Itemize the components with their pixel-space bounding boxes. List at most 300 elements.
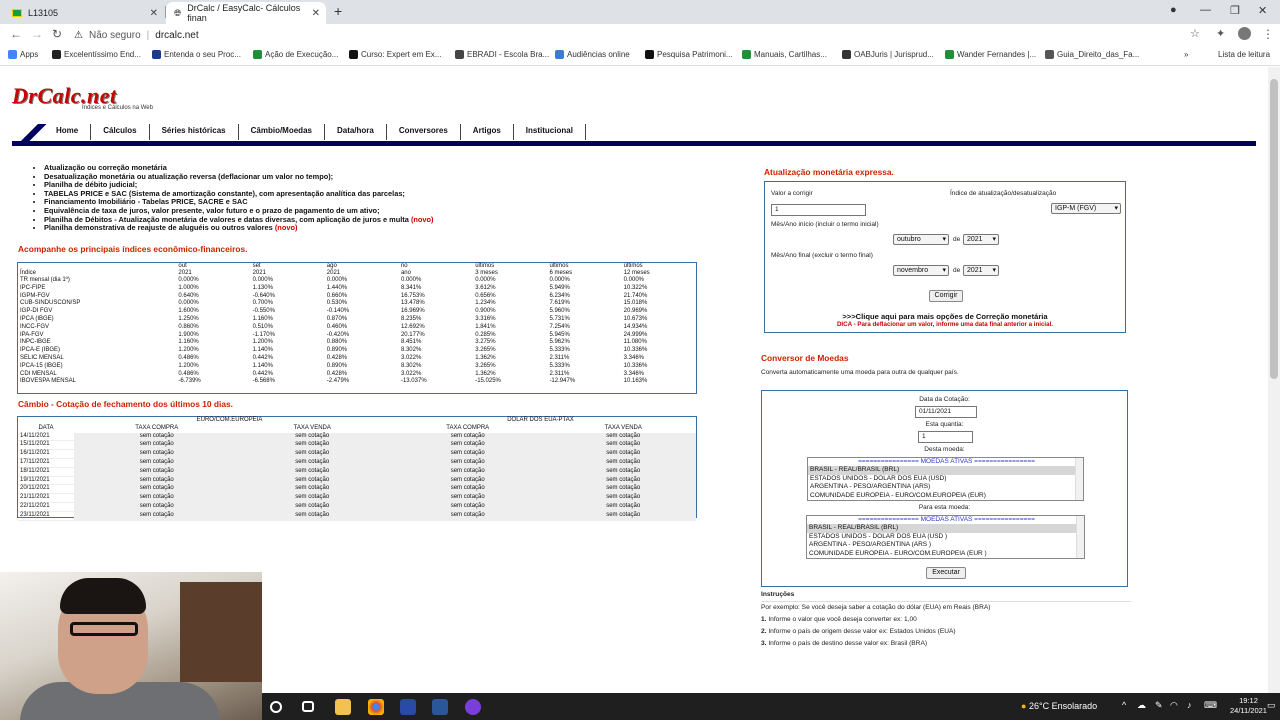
step-number: 3. — [761, 640, 767, 647]
list-option[interactable]: ARGENTINA - PESO/ARGENTINA (ARS ) — [809, 541, 932, 549]
table-cell: 8.451% — [399, 339, 473, 347]
sun-icon: ● — [1021, 701, 1027, 711]
list-scrollbar[interactable] — [1076, 516, 1084, 558]
indices-table — [18, 263, 696, 386]
atualizacao-box — [764, 181, 1126, 333]
logo-text: DrCalc.net — [12, 83, 117, 108]
rate-cell: sem cotação — [240, 494, 385, 503]
site-logo[interactable] — [12, 83, 162, 113]
bookmark-label: Apps — [20, 50, 39, 59]
table-row — [18, 450, 696, 459]
bookmark-item[interactable] — [253, 50, 338, 59]
rate-cell: sem cotação — [74, 485, 240, 494]
feature-text: Desatualização monetária ou atualização reversa (deflacionar um valor no tempo); — [44, 171, 334, 181]
quantia-input[interactable]: 1 — [918, 431, 973, 443]
table-cell: 1.200% — [251, 339, 325, 347]
rate-cell: sem cotação — [550, 511, 696, 520]
rate-cell: sem cotação — [240, 476, 385, 485]
cambio-header-row — [18, 417, 696, 425]
table-cell[interactable]: SELIC MENSAL — [18, 355, 176, 363]
word-icon[interactable] — [432, 699, 448, 715]
table-cell: -13.037% — [400, 378, 427, 385]
table-cell: 0.000% — [251, 277, 325, 285]
header-cell — [18, 263, 176, 270]
clock-date: 24/11/2021 — [1230, 706, 1267, 715]
table-cell: 5.333% — [549, 362, 570, 369]
table-cell[interactable]: CDI MENSAL — [18, 371, 176, 379]
bookmark-label: Pesquisa Patrimoni... — [657, 50, 733, 59]
table-row — [18, 347, 696, 355]
table-cell[interactable]: IPA-FGV — [20, 331, 44, 338]
rate-cell: sem cotação — [550, 485, 696, 494]
feature-text: Equivalência de taxa de juros, valor presente, valor futuro e o prazo de pagamento de um ativo; — [44, 205, 380, 215]
header-cell: últimos — [473, 263, 547, 270]
bookmark-item[interactable] — [555, 50, 630, 59]
feature-text: Planilha de débito judicial; — [44, 180, 138, 190]
table-cell[interactable]: IPCA-E (IBGE) — [20, 347, 61, 354]
bookmark-item[interactable] — [8, 50, 38, 59]
table-cell[interactable]: INCC-FGV — [18, 324, 176, 332]
inicio-ano-select[interactable]: 2021 ▾ — [963, 234, 999, 245]
list-option[interactable]: BRASIL - REAL/BRASIL (BRL) — [808, 466, 1083, 474]
table-row — [18, 339, 696, 347]
table-cell: 10.336% — [623, 347, 648, 354]
list-option[interactable]: ESTADOS UNIDOS - DOLAR DOS EUA (USD ) — [809, 532, 948, 540]
executar-button[interactable]: Executar — [926, 567, 966, 579]
profile-menu-icon[interactable]: ● — [1170, 4, 1177, 16]
header-cell: ano — [400, 270, 411, 276]
date-cell: 17/11/2021 — [18, 458, 74, 467]
close-icon[interactable]: ✕ — [149, 7, 158, 19]
table-cell: 14.934% — [622, 324, 696, 332]
de-label: de — [953, 267, 961, 274]
conversor-title: Conversor de Moedas — [761, 353, 849, 363]
bookmark-label: Audiências online — [567, 50, 630, 59]
novo-badge: (novo) — [274, 223, 298, 233]
extensions-icon[interactable]: ✦ — [1216, 28, 1226, 40]
instruction-step — [761, 614, 1131, 626]
instruction-step — [761, 626, 1131, 638]
flag-icon — [12, 9, 22, 17]
quantia-label: Esta quantia: — [925, 421, 964, 428]
table-row — [18, 355, 696, 363]
menu-item[interactable]: Institucional — [514, 124, 586, 140]
rate-cell: sem cotação — [550, 441, 696, 450]
bookmark-label: Manuais, Cartilhas... — [754, 50, 827, 59]
list-header: ================ MOEDAS ATIVAS ================ — [858, 516, 1035, 523]
table-cell: 3.022% — [399, 355, 473, 363]
table-cell: 0.900% — [473, 308, 547, 316]
address-bar[interactable] — [74, 26, 1204, 44]
table-cell: 3.346% — [622, 371, 696, 379]
menu-item[interactable]: Artigos — [461, 124, 514, 140]
menu-dots-icon[interactable]: ⋮ — [1262, 27, 1274, 41]
scrollbar-thumb[interactable] — [1270, 79, 1278, 379]
table-row — [18, 332, 696, 340]
de-label: de — [953, 236, 961, 243]
table-cell: 1.600% — [176, 308, 250, 316]
pen-icon[interactable]: ✎ — [1155, 700, 1163, 710]
date-cell: 23/11/2021 — [18, 511, 74, 520]
header-cell: set — [251, 263, 325, 270]
table-cell: 0.870% — [326, 315, 348, 322]
tab-drcalc[interactable] — [166, 2, 326, 24]
table-cell: 0.442% — [251, 355, 325, 363]
person-hair — [60, 578, 146, 614]
bookmark-icon — [842, 50, 851, 59]
table-cell: 0.510% — [251, 324, 325, 332]
menu-item[interactable]: Data/hora — [325, 124, 387, 140]
rate-cell: sem cotação — [550, 476, 696, 485]
rate-cell: sem cotação — [550, 458, 696, 467]
table-cell: 3.022% — [399, 371, 473, 379]
weather-widget[interactable] — [1021, 701, 1097, 711]
bookmark-label: Ação de Execução... — [265, 50, 339, 59]
table-cell: 5.333% — [549, 347, 570, 354]
search-icon[interactable] — [270, 701, 282, 713]
tab-title: L13105 — [28, 8, 59, 18]
table-cell: 1.160% — [176, 339, 250, 347]
feature-item[interactable] — [44, 224, 434, 233]
keyboard-icon[interactable]: ⌨ — [1204, 700, 1217, 710]
indice-select[interactable]: IGP-M (FGV) ▾ — [1051, 203, 1121, 214]
rate-cell: sem cotação — [550, 502, 696, 511]
bookmark-item[interactable] — [945, 50, 1036, 59]
table-cell: 0.428% — [325, 371, 399, 379]
wifi-icon[interactable]: ◠ — [1170, 700, 1178, 710]
chevron-right-icon[interactable]: » — [1184, 50, 1189, 59]
indices-header-row — [18, 263, 696, 270]
table-cell: 24.999% — [623, 331, 648, 338]
table-cell: 0.890% — [326, 362, 348, 369]
table-cell: 5.960% — [547, 308, 621, 316]
menu-item[interactable]: Cálculos — [91, 124, 149, 140]
bookshelf — [180, 582, 262, 682]
list-option[interactable]: ARGENTINA - PESO/ARGENTINA (ARS) — [810, 483, 931, 491]
chrome-icon[interactable] — [368, 699, 384, 715]
table-cell: 1.140% — [252, 362, 273, 369]
table-cell: 0.640% — [176, 293, 250, 301]
dica-text: DICA - Para deflacionar um valor, informe uma data final anterior a inicial. — [836, 321, 1054, 328]
table-row — [18, 502, 696, 511]
table-row — [18, 300, 696, 308]
table-row — [18, 441, 696, 450]
table-cell[interactable]: IPCA-15 (IBGE) — [20, 362, 63, 369]
bookmark-icon — [455, 50, 464, 59]
table-cell: 10.673% — [623, 315, 648, 322]
table-cell: 0.530% — [326, 300, 348, 307]
restore-icon[interactable]: ❐ — [1230, 5, 1240, 17]
bookmark-icon — [645, 50, 654, 59]
taskbar — [262, 693, 1280, 720]
table-cell[interactable]: IBOVESPA MENSAL — [20, 378, 76, 385]
table-cell[interactable]: CUB-SINDUSCON/SP — [20, 300, 81, 307]
bookmark-icon — [1045, 50, 1054, 59]
menu-item[interactable]: Home — [44, 124, 91, 140]
volume-icon[interactable]: ♪ — [1187, 700, 1192, 710]
table-cell: 16.969% — [399, 308, 473, 316]
table-cell: 1.130% — [252, 284, 273, 291]
bookmarks-bar — [0, 46, 1280, 66]
bookmark-item[interactable] — [455, 50, 549, 59]
header-cell: 6 meses — [549, 270, 573, 276]
bookmark-item[interactable] — [152, 50, 241, 59]
novo-badge: (novo) — [410, 214, 434, 224]
rate-cell: sem cotação — [240, 485, 385, 494]
header-cell — [18, 417, 74, 425]
rate-cell: sem cotação — [240, 458, 385, 467]
table-cell: 10.163% — [623, 378, 648, 385]
header-cell: 2021 — [326, 270, 341, 276]
rate-cell: sem cotação — [550, 433, 696, 441]
rate-cell: sem cotação — [240, 450, 385, 459]
table-row — [18, 324, 696, 332]
table-cell: 0.700% — [252, 300, 273, 307]
list-option[interactable]: ESTADOS UNIDOS - DOLAR DOS EUA (USD) — [810, 474, 947, 482]
table-cell: 1.440% — [326, 284, 348, 291]
conversor-description: Converta automaticamente uma moeda para outra de qualquer país. — [761, 369, 959, 376]
list-option[interactable]: BRASIL - REAL/BRASIL (BRL) — [807, 524, 1084, 532]
feature-text: Planilha de Débitos - Atualização monetária de valores e datas diversas, com aplicação de juros e multa — [44, 214, 409, 224]
final-label: Mês/Ano final (excluir o termo final) — [771, 252, 873, 259]
close-window-icon[interactable]: ✕ — [1258, 5, 1268, 17]
close-icon[interactable]: ✕ — [311, 7, 320, 19]
menu-item[interactable]: Séries históricas — [150, 124, 239, 140]
table-cell: 12.692% — [399, 324, 473, 332]
table-cell[interactable]: TR mensal (dia 1º) — [18, 277, 176, 285]
final-mes-select[interactable]: novembro ▾ — [893, 265, 949, 276]
table-cell: 0.860% — [176, 324, 250, 332]
bookmark-label: Wander Fernandes |... — [957, 50, 1037, 59]
table-cell: 13.478% — [400, 300, 425, 307]
instrucoes-title: Instruções — [761, 589, 1131, 602]
rate-cell: sem cotação — [74, 450, 240, 459]
bookmark-item[interactable] — [52, 50, 141, 59]
data-input[interactable]: 01/11/2021 — [915, 406, 977, 418]
table-row — [18, 511, 696, 520]
rate-cell: sem cotação — [385, 476, 551, 485]
table-cell: 5.945% — [549, 331, 570, 338]
bookmark-item[interactable] — [1045, 50, 1139, 59]
avatar[interactable] — [1238, 27, 1251, 40]
header-cell: 2021 — [178, 270, 192, 276]
feature-text: Planilha demonstrativa de reajuste de aluguéis ou outros valores — [44, 223, 273, 233]
table-row — [18, 433, 696, 441]
table-row — [18, 293, 696, 301]
step-number: 2. — [761, 628, 767, 635]
glasses — [70, 622, 138, 636]
final-ano-select[interactable]: 2021 ▾ — [963, 265, 999, 276]
to-currency-list[interactable] — [806, 515, 1085, 559]
rate-cell: sem cotação — [385, 467, 551, 476]
date-cell: 14/11/2021 — [18, 433, 74, 441]
bookmark-item[interactable] — [349, 50, 441, 59]
table-row — [18, 316, 696, 324]
table-row — [18, 476, 696, 485]
forward-icon[interactable]: → — [31, 27, 43, 41]
bookmark-item[interactable] — [645, 50, 733, 59]
table-row — [18, 308, 696, 316]
date-cell: 22/11/2021 — [18, 502, 74, 511]
feature-list — [34, 164, 434, 233]
table-cell[interactable]: IGPM-FGV — [18, 293, 176, 301]
table-cell: 0.000% — [176, 277, 250, 285]
header-cell: TAXA COMPRA — [135, 424, 179, 431]
table-cell: 8.235% — [400, 315, 422, 322]
table-cell: 3.612% — [475, 284, 496, 291]
clock-time: 19:12 — [1239, 696, 1258, 705]
table-cell: 1.250% — [178, 315, 199, 322]
list-scrollbar[interactable] — [1075, 458, 1083, 500]
globe-icon: 🌐︎ — [174, 7, 182, 18]
table-cell: 0.656% — [473, 293, 547, 301]
rate-cell: sem cotação — [240, 467, 385, 476]
table-cell: 11.080% — [622, 339, 696, 347]
feature-text: Atualização ou correção monetária — [44, 163, 167, 172]
table-cell: 10.336% — [623, 362, 648, 369]
tab-l13105[interactable] — [4, 2, 164, 24]
app-icon[interactable] — [400, 699, 416, 715]
rate-cell: sem cotação — [74, 467, 240, 476]
table-cell: 20.969% — [622, 308, 696, 316]
table-cell: 21.740% — [622, 293, 696, 301]
address-bar-row — [0, 24, 1280, 46]
table-cell: -0.550% — [251, 308, 325, 316]
table-cell: 1.200% — [178, 362, 199, 369]
more-options-link[interactable]: >>>Clique aqui para mais opções de Correção monetária — [842, 312, 1048, 321]
table-cell: 3.265% — [475, 362, 496, 369]
menu-item[interactable]: Câmbio/Moedas — [239, 124, 325, 140]
instruction-step — [761, 638, 1131, 650]
rate-cell: sem cotação — [74, 476, 240, 485]
cambio-table-box — [17, 416, 697, 518]
table-cell: 3.346% — [622, 355, 696, 363]
recorder-icon[interactable] — [465, 699, 481, 715]
tab-title: DrCalc / EasyCalc- Cálculos finan — [187, 3, 301, 23]
cambio-table — [18, 417, 696, 521]
valor-input[interactable]: 1 — [771, 204, 866, 216]
bookmark-label: OABJuris | Jurisprud... — [854, 50, 934, 59]
security-status: Não seguro — [88, 29, 141, 41]
step-number: 1. — [761, 616, 767, 623]
table-cell: 1.841% — [473, 324, 547, 332]
task-view-icon[interactable] — [302, 701, 314, 712]
cloud-icon[interactable]: ☁ — [1137, 700, 1146, 710]
valor-label: Valor a corrigir — [771, 190, 813, 197]
bookmark-icon — [52, 50, 61, 59]
webcam-overlay — [0, 572, 262, 720]
date-cell: 19/11/2021 — [18, 476, 74, 485]
clock[interactable] — [1230, 696, 1267, 716]
header-cell: 12 meses — [623, 270, 650, 276]
bookmark-label: EBRADI - Escola Bra... — [467, 50, 550, 59]
indices-header-row — [18, 270, 696, 277]
bookmark-item[interactable] — [742, 50, 827, 59]
bookmark-icon — [555, 50, 564, 59]
table-cell[interactable]: IPC-FIPE — [20, 284, 46, 291]
file-explorer-icon[interactable] — [335, 699, 351, 715]
table-cell: 0.000% — [622, 277, 696, 285]
date-cell: 15/11/2021 — [18, 441, 74, 450]
rate-cell: sem cotação — [74, 441, 240, 450]
table-cell: -0.640% — [251, 293, 325, 301]
conversor-box — [761, 390, 1128, 587]
indices-title: Acompanhe os principais índices econômico-financeiros. — [18, 244, 248, 254]
table-row — [18, 285, 696, 293]
bookmark-item[interactable] — [842, 50, 934, 59]
notifications-icon[interactable]: ▭ — [1267, 700, 1276, 710]
table-cell: 1.200% — [178, 347, 199, 354]
new-tab-icon[interactable]: + — [334, 3, 343, 19]
chevron-up-icon[interactable]: ^ — [1122, 700, 1127, 710]
step-text: Informe o país de origem desse valor ex: Estados Unidos (EUA) — [768, 628, 956, 635]
main-menu — [44, 124, 586, 140]
table-cell: 1.000% — [178, 284, 199, 291]
header-cell: out — [176, 263, 250, 270]
back-icon[interactable]: ← — [10, 27, 22, 41]
rate-cell: sem cotação — [240, 441, 385, 450]
table-cell: 6.234% — [547, 293, 621, 301]
table-cell: 7.619% — [549, 300, 570, 307]
table-cell: 8.302% — [400, 347, 422, 354]
table-cell: -1.170% — [252, 331, 275, 338]
header-cell: DOLAR DOS EUA-PTAX — [507, 417, 574, 423]
bookmark-icon — [349, 50, 358, 59]
table-cell: 1.160% — [252, 315, 273, 322]
table-cell[interactable]: IGP-DI FGV — [18, 308, 176, 316]
desta-moeda-label: Desta moeda: — [924, 446, 965, 453]
warning-icon: ⚠ — [74, 29, 83, 41]
inicio-mes-select[interactable]: outubro ▾ — [893, 234, 949, 245]
corrigir-button[interactable]: Corrigir — [929, 290, 963, 302]
header-cell: DATA — [38, 424, 54, 431]
para-moeda-label: Para esta moeda: — [918, 504, 971, 511]
menu-item[interactable]: Conversores — [387, 124, 461, 140]
list-option[interactable]: COMUNIDADE EUROPEIA - EURO/COM.EUROPEIA (EUR ) — [809, 549, 987, 557]
table-row — [18, 458, 696, 467]
table-row — [18, 494, 696, 503]
table-cell: 10.322% — [623, 284, 648, 291]
rate-cell: sem cotação — [74, 433, 240, 441]
rate-cell: sem cotação — [240, 433, 385, 441]
minimize-icon[interactable]: — — [1200, 4, 1211, 16]
star-icon[interactable]: ☆ — [1190, 28, 1200, 40]
rate-cell: sem cotação — [240, 502, 385, 511]
cambio-header-row — [18, 425, 696, 433]
from-currency-list[interactable] — [807, 457, 1084, 501]
table-cell[interactable]: IPCA (IBGE) — [20, 315, 54, 322]
step-text: Informe o país de destino desse valor ex: Brasil (BRA) — [768, 640, 928, 647]
list-option[interactable]: COMUNIDADE EUROPEIA - EURO/COM.EUROPEIA (EUR) — [810, 491, 986, 499]
bookmark-label: Guia_Direito_das_Fa... — [1057, 50, 1140, 59]
header-cell: TAXA VENDA — [293, 424, 331, 431]
page-scrollbar[interactable] — [1268, 67, 1280, 693]
rate-cell: sem cotação — [385, 511, 551, 520]
weather-text: 26°C Ensolarado — [1028, 701, 1098, 711]
instrucoes-example: Por exemplo: Se você deseja saber a cotação do dólar (EUA) em Reais (BRA) — [761, 604, 991, 611]
header-cell: 2021 — [252, 270, 266, 276]
reload-icon[interactable]: ↻ — [52, 27, 63, 41]
table-cell: -0.140% — [325, 308, 399, 316]
reading-list[interactable]: Lista de leitura — [1218, 50, 1271, 59]
date-cell: 16/11/2021 — [18, 450, 74, 459]
bookmark-label: Excelentíssimo End... — [64, 50, 141, 59]
table-cell: 8.341% — [400, 284, 422, 291]
table-cell[interactable]: INPC-IBGE — [18, 339, 176, 347]
table-cell: 0.460% — [325, 324, 399, 332]
data-label: Data da Cotação: — [919, 396, 970, 403]
table-cell: 8.302% — [400, 362, 422, 369]
